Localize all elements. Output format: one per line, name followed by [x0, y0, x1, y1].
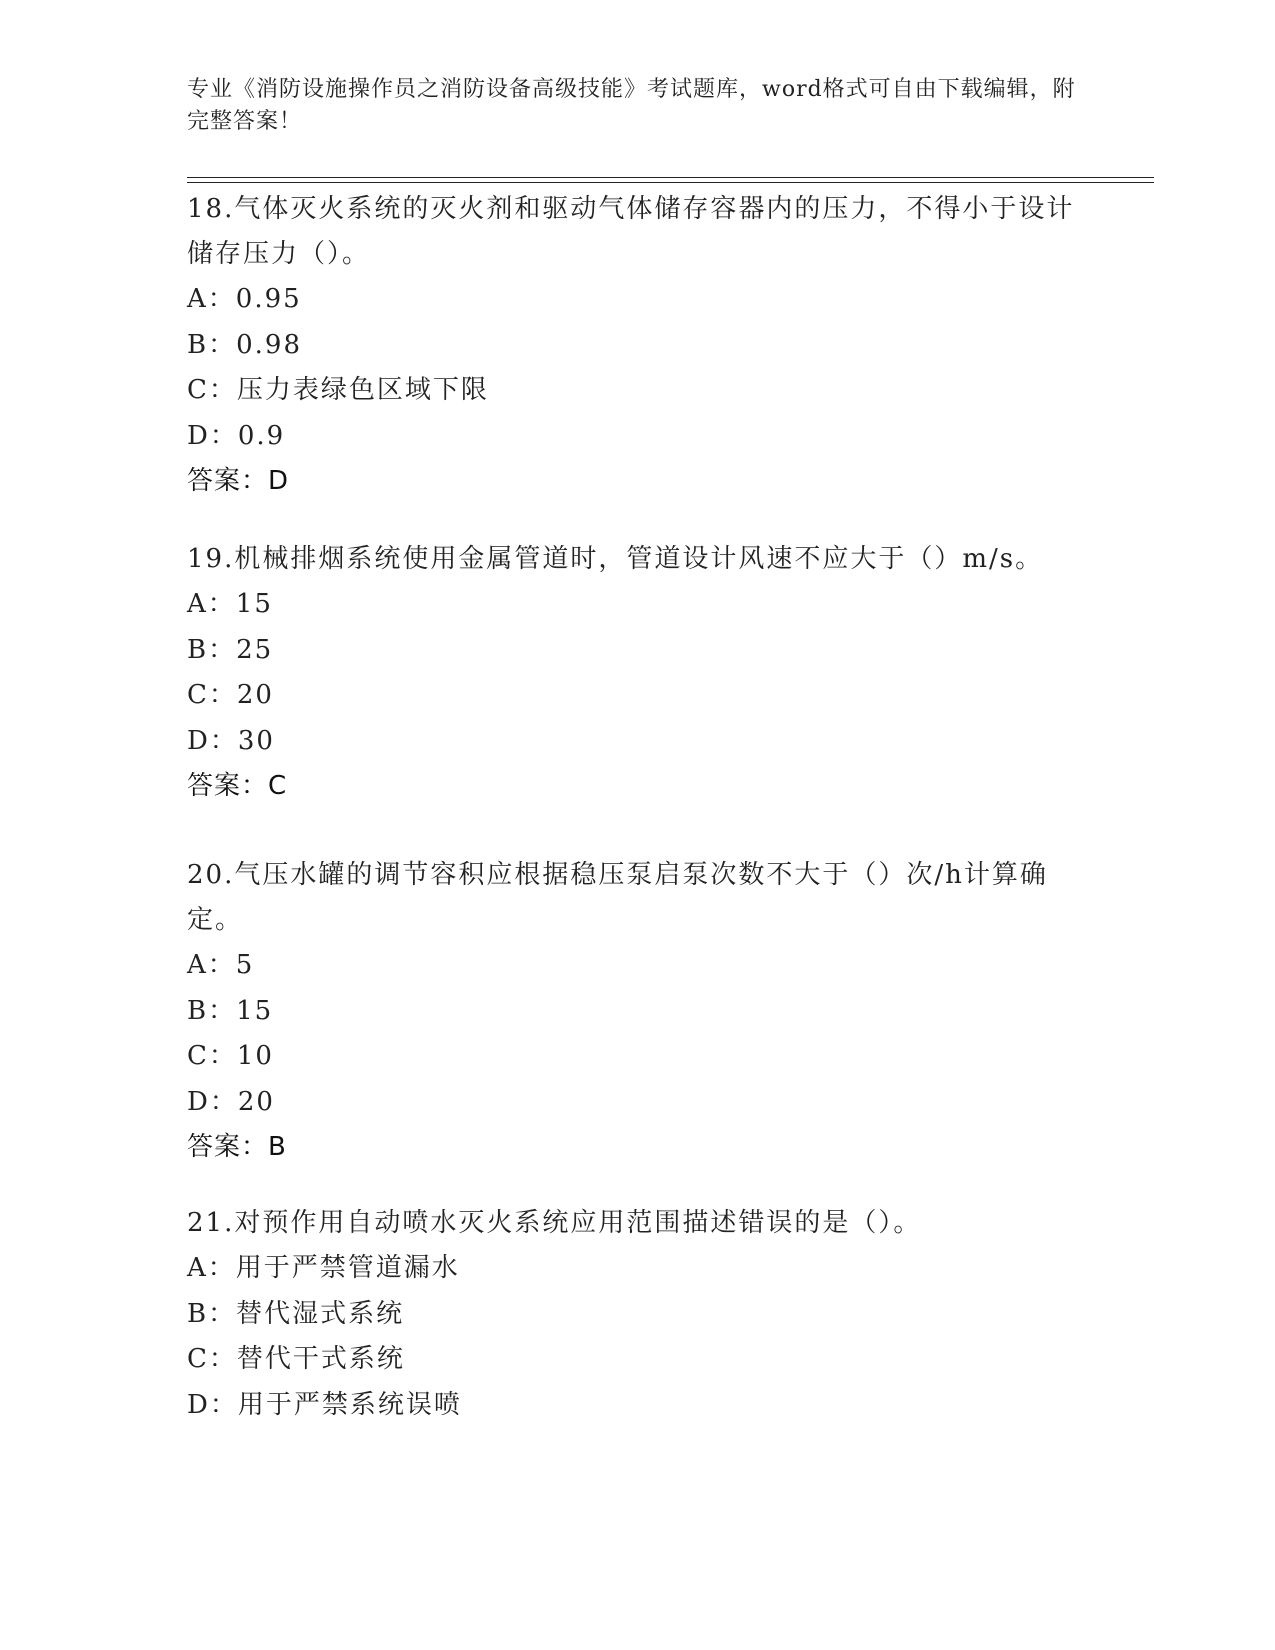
header-divider-bottom — [187, 182, 1154, 183]
option-c: C：替代干式系统 — [187, 1344, 405, 1374]
question-19 — [187, 537, 1087, 809]
option-a: A：用于严禁管道漏水 — [187, 1253, 460, 1283]
option-b: B：25 — [187, 634, 274, 665]
option-d: D：30 — [187, 725, 275, 756]
option-c: C：10 — [187, 1041, 274, 1071]
option-b: B：0.98 — [187, 329, 302, 360]
option-c: C：压力表绿色区域下限 — [187, 375, 489, 405]
option-d: D：用于严禁系统误喷 — [187, 1389, 462, 1420]
option-a: A：5 — [187, 950, 255, 980]
question-text: 21.对预作用自动喷水灭火系统应用范围描述错误的是（）。 — [187, 1208, 922, 1238]
option-a: A：0.95 — [187, 284, 302, 314]
answer: 答案：C — [187, 771, 288, 801]
question-text: 20.气压水罐的调节容积应根据稳压泵启泵次数不大于（）次/h计算确定。 — [187, 860, 1048, 935]
option-a: A：15 — [187, 589, 273, 619]
answer: 答案：B — [187, 1132, 287, 1162]
document-intro: 专业《消防设施操作员之消防设备高级技能》考试题库，word格式可自由下载编辑，附完整答案！ — [187, 77, 1076, 134]
option-b: B：15 — [187, 995, 274, 1026]
option-b: B：替代湿式系统 — [187, 1298, 405, 1329]
option-c: C：20 — [187, 680, 274, 710]
question-text: 19.机械排烟系统使用金属管道时，管道设计风速不应大于（）m/s。 — [187, 544, 1044, 574]
header-divider-top — [187, 177, 1154, 178]
question-text: 18.气体灭火系统的灭火剂和驱动气体储存容器内的压力，不得小于设计储存压力（）。 — [187, 194, 1075, 269]
question-18 — [187, 187, 1087, 504]
option-d: D：20 — [187, 1086, 275, 1117]
option-d: D：0.9 — [187, 420, 286, 451]
answer: 答案：D — [187, 466, 290, 496]
question-21 — [187, 1201, 1087, 1428]
question-20 — [187, 853, 1087, 1170]
